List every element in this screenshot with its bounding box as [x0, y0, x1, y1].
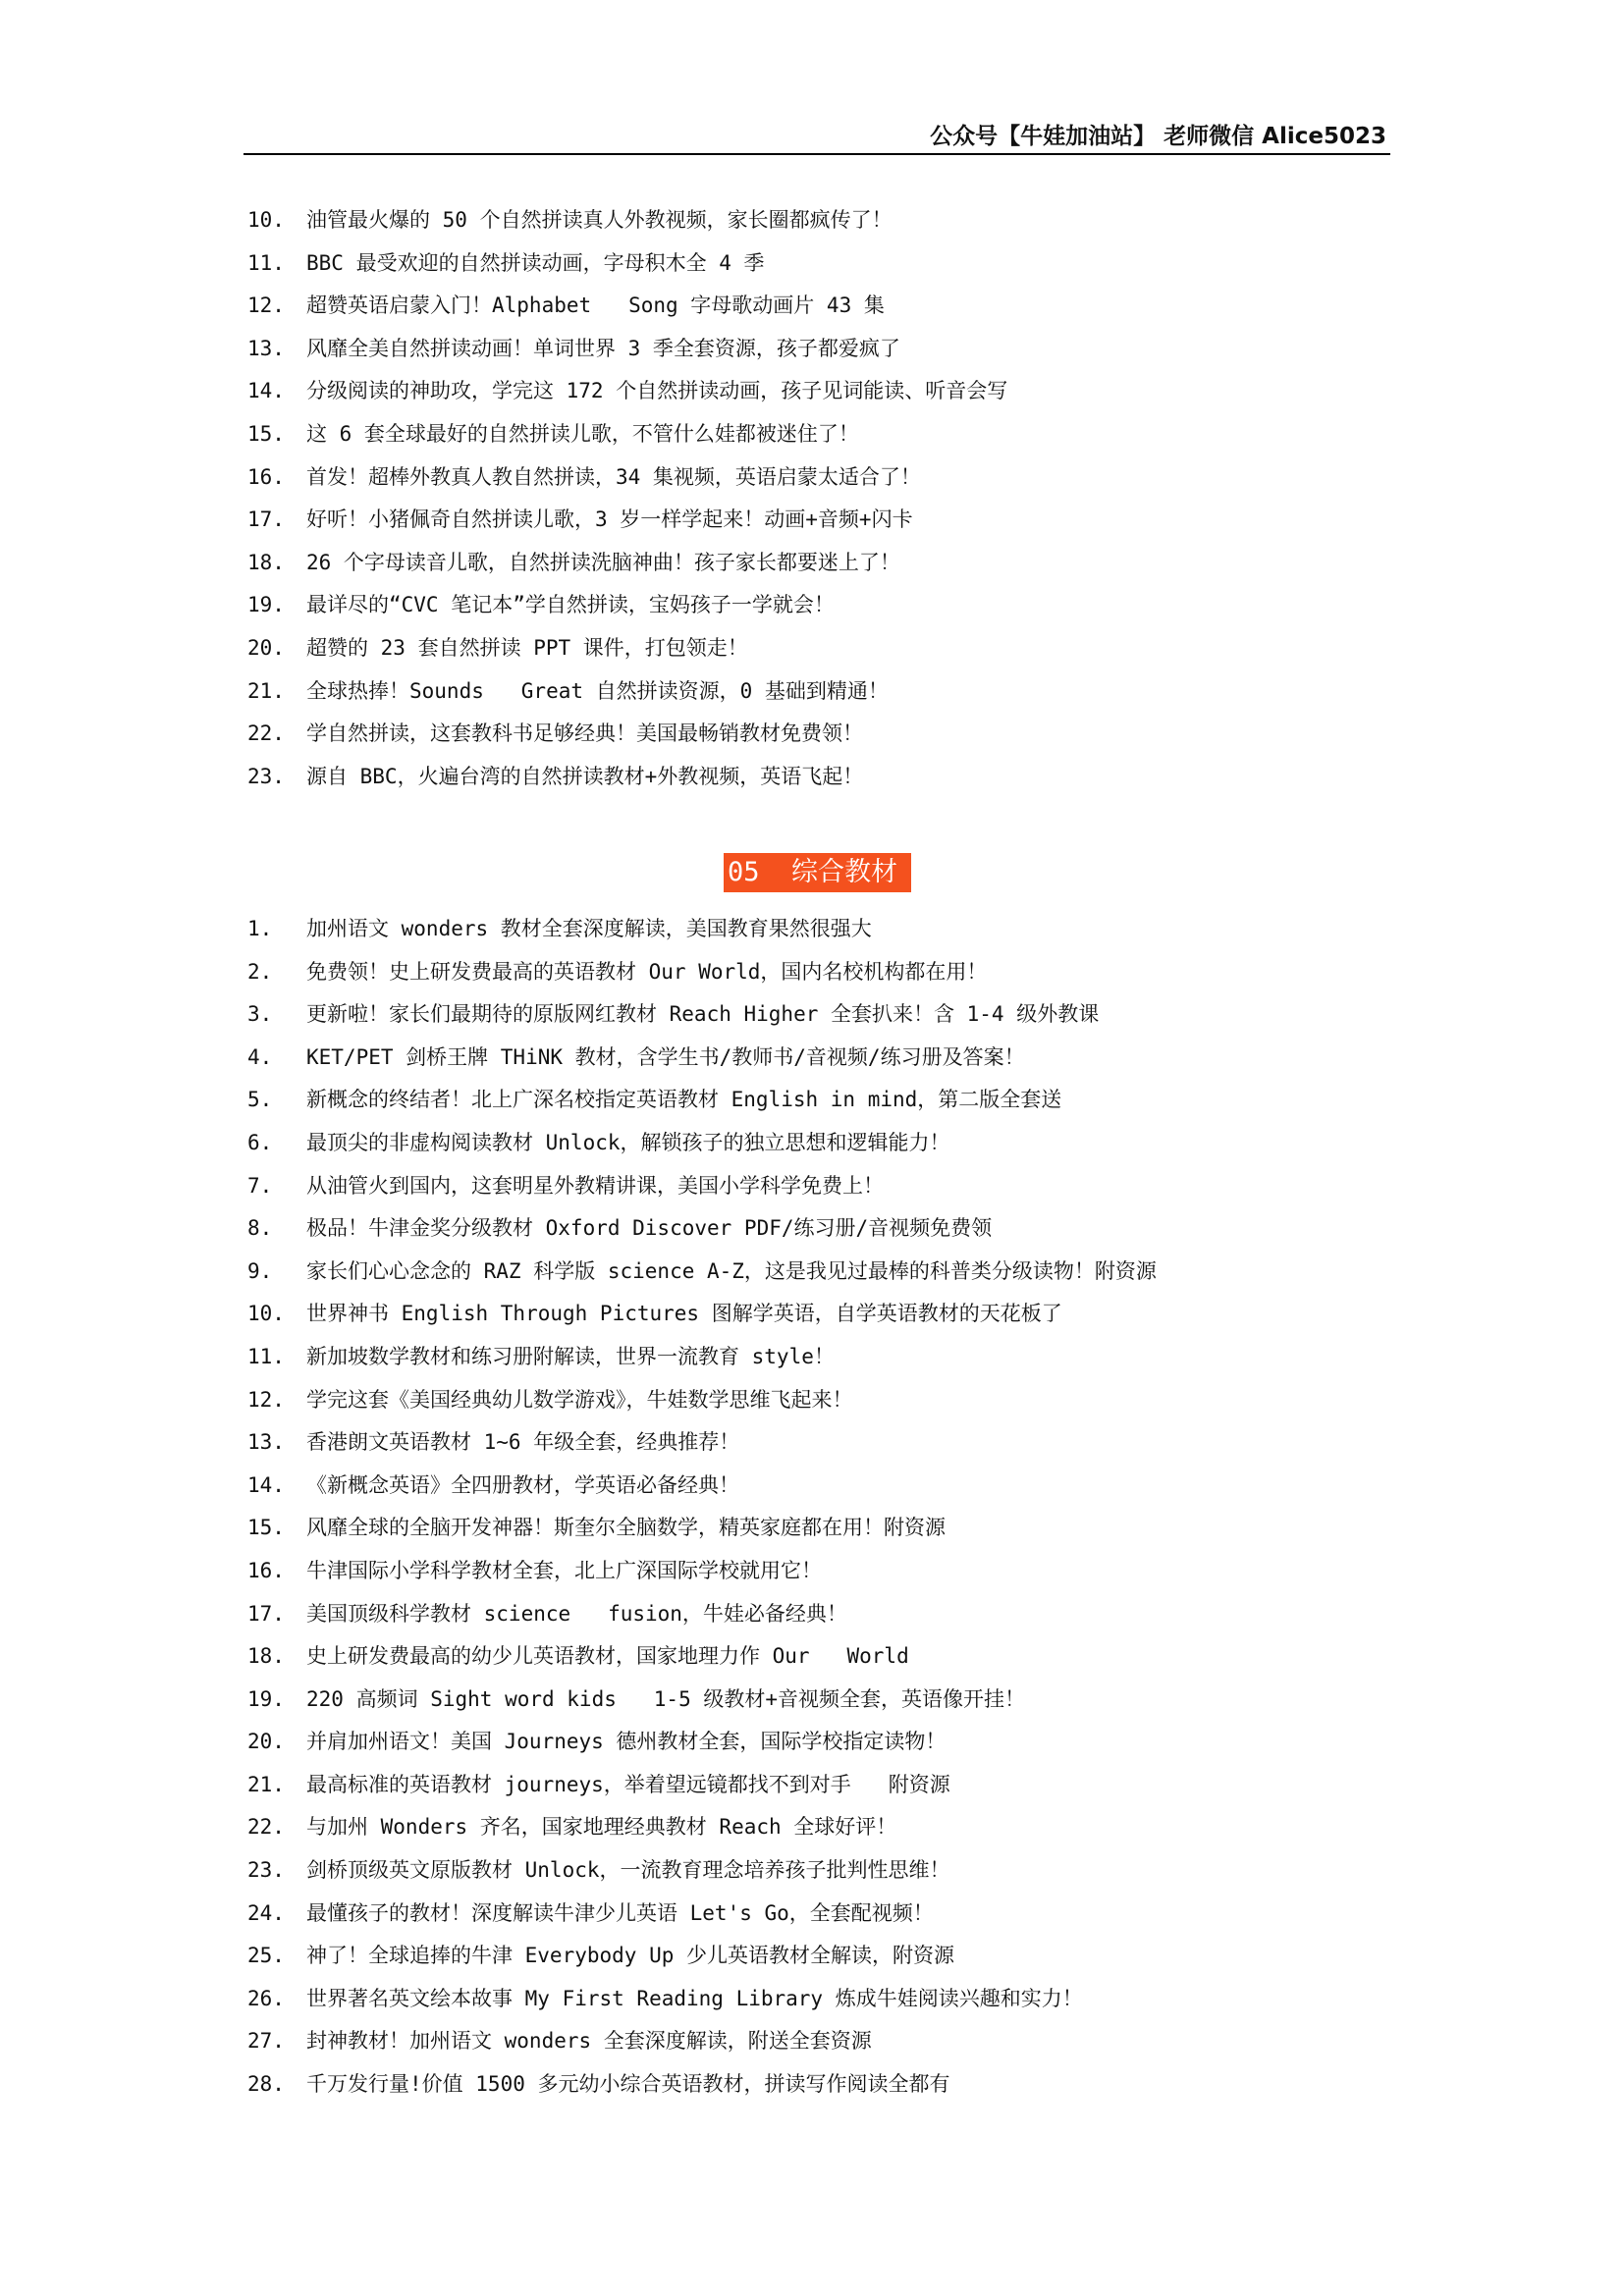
- item-number: 17.: [247, 507, 285, 532]
- item-number: 4.: [247, 1044, 273, 1069]
- item-number: 26.: [247, 1986, 285, 2010]
- list-item[interactable]: [247, 1978, 1157, 2021]
- item-title: 风靡全美自然拼读动画！单词世界 3 季全套资源，孩子都爱疯了: [306, 336, 900, 360]
- item-title: 史上研发费最高的幼少儿英语教材，国家地理力作 Our World: [306, 1644, 909, 1669]
- list-item[interactable]: [247, 1251, 1157, 1294]
- list-item[interactable]: [247, 1079, 1157, 1122]
- item-number: 21.: [247, 678, 285, 703]
- item-number: 14.: [247, 1472, 285, 1497]
- item-number: 13.: [247, 336, 285, 360]
- section-title: 05 综合教材: [724, 853, 911, 892]
- item-number: 19.: [247, 593, 285, 617]
- item-number: 12.: [247, 294, 285, 318]
- list-item[interactable]: [247, 756, 1007, 799]
- item-title: BBC 最受欢迎的自然拼读动画，字母积木全 4 季: [306, 250, 765, 275]
- item-title: 分级阅读的神助攻，学完这 172 个自然拼读动画，孩子见词能读、听音会写: [306, 379, 1008, 403]
- item-title: 超赞英语启蒙入门！Alphabet Song 字母歌动画片 43 集: [306, 294, 885, 318]
- item-title: 牛津国际小学科学教材全套，北上广深国际学校就用它！: [306, 1558, 822, 1582]
- item-number: 15.: [247, 421, 285, 446]
- item-title: 与加州 Wonders 齐名，国家地理经典教材 Reach 全球好评！: [306, 1815, 897, 1840]
- item-title: 风靡全球的全脑开发神器！斯奎尔全脑数学，精英家庭都在用！附资源: [306, 1516, 946, 1540]
- item-title: 免费领！史上研发费最高的英语教材 Our World，国内名校机构都在用！: [306, 959, 988, 984]
- list-item[interactable]: [247, 328, 1007, 371]
- item-number: 19.: [247, 1686, 285, 1711]
- page-header: [244, 116, 1390, 155]
- item-title: 好听！小猪佩奇自然拼读儿歌，3 岁一样学起来！动画+音频+闪卡: [306, 507, 913, 532]
- item-title: 并肩加州语文！美国 Journeys 德州教材全套，国际学校指定读物！: [306, 1730, 947, 1754]
- item-number: 7.: [247, 1173, 273, 1198]
- item-title: 加州语文 wonders 教材全套深度解读，美国教育果然很强大: [306, 917, 872, 940]
- item-title: 《新概念英语》全四册教材，学英语必备经典！: [306, 1472, 739, 1497]
- item-title: 学完这套《美国经典幼儿数学游戏》，牛娃数学思维飞起来！: [306, 1387, 853, 1412]
- item-number: 9.: [247, 1258, 273, 1283]
- item-number: 14.: [247, 379, 285, 403]
- list-item[interactable]: [247, 2020, 1157, 2063]
- item-title: 世界著名英文绘本故事 My First Reading Library 炼成牛娃阅读兴趣和实力！: [306, 1986, 1083, 2010]
- list-item[interactable]: [247, 199, 1007, 242]
- list-item[interactable]: [247, 1679, 1157, 1722]
- item-number: 18.: [247, 550, 285, 574]
- item-title: 剑桥顶级英文原版教材 Unlock，一流教育理念培养孩子批判性思维！: [306, 1858, 950, 1883]
- item-number: 13.: [247, 1430, 285, 1455]
- list-item[interactable]: [247, 1550, 1157, 1593]
- item-title: 首发！超棒外教真人教自然拼读，34 集视频，英语启蒙太适合了！: [306, 464, 921, 489]
- item-number: 22.: [247, 721, 285, 746]
- item-number: 15.: [247, 1516, 285, 1540]
- list-item[interactable]: [247, 1893, 1157, 1936]
- list-item[interactable]: [247, 713, 1007, 756]
- list-item[interactable]: [247, 1379, 1157, 1422]
- item-title: 极品！牛津金奖分级教材 Oxford Discover PDF/练习册/音视频免费领: [306, 1216, 993, 1241]
- item-number: 1.: [247, 917, 273, 940]
- list-item[interactable]: [247, 1935, 1157, 1978]
- item-title: 千万发行量!价值 1500 多元幼小综合英语教材，拼读写作阅读全都有: [306, 2072, 950, 2097]
- item-number: 23.: [247, 1858, 285, 1883]
- list-item[interactable]: [247, 370, 1007, 413]
- list-item[interactable]: [247, 908, 1157, 951]
- item-number: 16.: [247, 464, 285, 489]
- item-number: 8.: [247, 1216, 273, 1241]
- item-title: 新加坡数学教材和练习册附解读，世界一流教育 style！: [306, 1344, 835, 1368]
- item-title: KET/PET 剑桥王牌 THiNK 教材，含学生书/教师书/音视频/练习册及答案！: [306, 1044, 1025, 1069]
- item-title: 220 高频词 Sight word kids 1-5 级教材+音视频全套，英语像开挂！: [306, 1686, 1026, 1711]
- list-item[interactable]: [247, 1849, 1157, 1893]
- article-list-textbooks: [247, 908, 1157, 2107]
- item-number: 24.: [247, 1900, 285, 1925]
- article-list-phonics: [247, 199, 1007, 798]
- list-item[interactable]: [247, 1635, 1157, 1679]
- item-title: 这 6 套全球最好的自然拼读儿歌，不管什么娃都被迷住了！: [306, 421, 859, 446]
- item-title: 全球热捧！Sounds Great 自然拼读资源，0 基础到精通！: [306, 678, 889, 703]
- item-number: 18.: [247, 1644, 285, 1669]
- item-title: 油管最火爆的 50 个自然拼读真人外教视频，家长圈都疯传了！: [306, 208, 893, 232]
- list-item[interactable]: [247, 1165, 1157, 1208]
- list-item[interactable]: [247, 242, 1007, 286]
- item-number: 6.: [247, 1130, 273, 1154]
- item-title: 封神教材！加州语文 wonders 全套深度解读，附送全套资源: [306, 2029, 872, 2054]
- item-number: 21.: [247, 1772, 285, 1796]
- item-title: 香港朗文英语教材 1~6 年级全套，经典推荐！: [306, 1430, 740, 1455]
- item-title: 26 个字母读音儿歌，自然拼读洗脑神曲！孩子家长都要迷上了！: [306, 550, 900, 574]
- item-number: 25.: [247, 1944, 285, 1968]
- item-number: 16.: [247, 1558, 285, 1582]
- list-item[interactable]: [247, 951, 1157, 994]
- list-item[interactable]: [247, 1293, 1157, 1336]
- list-item[interactable]: [247, 670, 1007, 714]
- item-number: 2.: [247, 959, 273, 984]
- list-item[interactable]: [247, 456, 1007, 500]
- list-item[interactable]: [247, 1037, 1157, 1080]
- item-title: 最懂孩子的教材！深度解读牛津少儿英语 Let's Go，全套配视频！: [306, 1900, 934, 1925]
- list-item[interactable]: [247, 1721, 1157, 1764]
- list-item[interactable]: [247, 1336, 1157, 1379]
- list-item[interactable]: [247, 1421, 1157, 1465]
- list-item[interactable]: [247, 1465, 1157, 1508]
- item-title: 最高标准的英语教材 journeys，举着望远镜都找不到对手 附资源: [306, 1772, 950, 1796]
- list-item[interactable]: [247, 1806, 1157, 1849]
- list-item[interactable]: [247, 1122, 1157, 1165]
- list-item[interactable]: [247, 1507, 1157, 1550]
- list-item[interactable]: [247, 2063, 1157, 2107]
- item-number: 23.: [247, 764, 285, 788]
- item-number: 10.: [247, 208, 285, 232]
- item-title: 家长们心心念念的 RAZ 科学版 science A-Z，这是我见过最棒的科普类分级读物！附资源: [306, 1258, 1157, 1283]
- item-title: 神了！全球追捧的牛津 Everybody Up 少儿英语教材全解读，附资源: [306, 1944, 955, 1968]
- list-item[interactable]: [247, 584, 1007, 627]
- item-title: 学自然拼读，这套教科书足够经典！美国最畅销教材免费领！: [306, 721, 863, 746]
- item-title: 从油管火到国内，这套明星外教精讲课，美国小学科学免费上！: [306, 1173, 884, 1198]
- item-title: 美国顶级科学教材 science fusion，牛娃必备经典！: [306, 1601, 847, 1626]
- item-title: 超赞的 23 套自然拼读 PPT 课件，打包领走！: [306, 635, 748, 660]
- item-title: 更新啦！家长们最期待的原版网红教材 Reach Higher 全套扒来！含 1-4 级外教课: [306, 1002, 1100, 1027]
- list-item[interactable]: [247, 413, 1007, 456]
- item-title: 最详尽的“CVC 笔记本”学自然拼读，宝妈孩子一学就会！: [306, 593, 835, 617]
- item-number: 11.: [247, 1344, 285, 1368]
- header-text: 公众号【牛娃加油站】 老师微信 Alice5023: [930, 124, 1386, 149]
- list-item[interactable]: [247, 499, 1007, 542]
- item-number: 17.: [247, 1601, 285, 1626]
- list-item[interactable]: [247, 993, 1157, 1037]
- list-item[interactable]: [247, 1764, 1157, 1807]
- item-title: 世界神书 English Through Pictures 图解学英语，自学英语教材的天花板了: [306, 1302, 1062, 1326]
- list-item[interactable]: [247, 542, 1007, 585]
- item-number: 12.: [247, 1387, 285, 1412]
- item-number: 3.: [247, 1002, 273, 1027]
- item-number: 28.: [247, 2072, 285, 2097]
- item-number: 22.: [247, 1815, 285, 1840]
- list-item[interactable]: [247, 285, 1007, 328]
- item-number: 27.: [247, 2029, 285, 2054]
- item-title: 新概念的终结者！北上广深名校指定英语教材 English in mind，第二版全套送: [306, 1088, 1062, 1112]
- list-item[interactable]: [247, 1593, 1157, 1636]
- item-number: 20.: [247, 1730, 285, 1754]
- item-number: 5.: [247, 1088, 273, 1112]
- item-number: 10.: [247, 1302, 285, 1326]
- list-item[interactable]: [247, 1207, 1157, 1251]
- list-item[interactable]: [247, 627, 1007, 670]
- item-title: 最顶尖的非虚构阅读教材 Unlock，解锁孩子的独立思想和逻辑能力！: [306, 1130, 950, 1154]
- item-title: 源自 BBC，火遍台湾的自然拼读教材+外教视频，英语飞起！: [306, 764, 864, 788]
- item-number: 20.: [247, 635, 285, 660]
- item-number: 11.: [247, 250, 285, 275]
